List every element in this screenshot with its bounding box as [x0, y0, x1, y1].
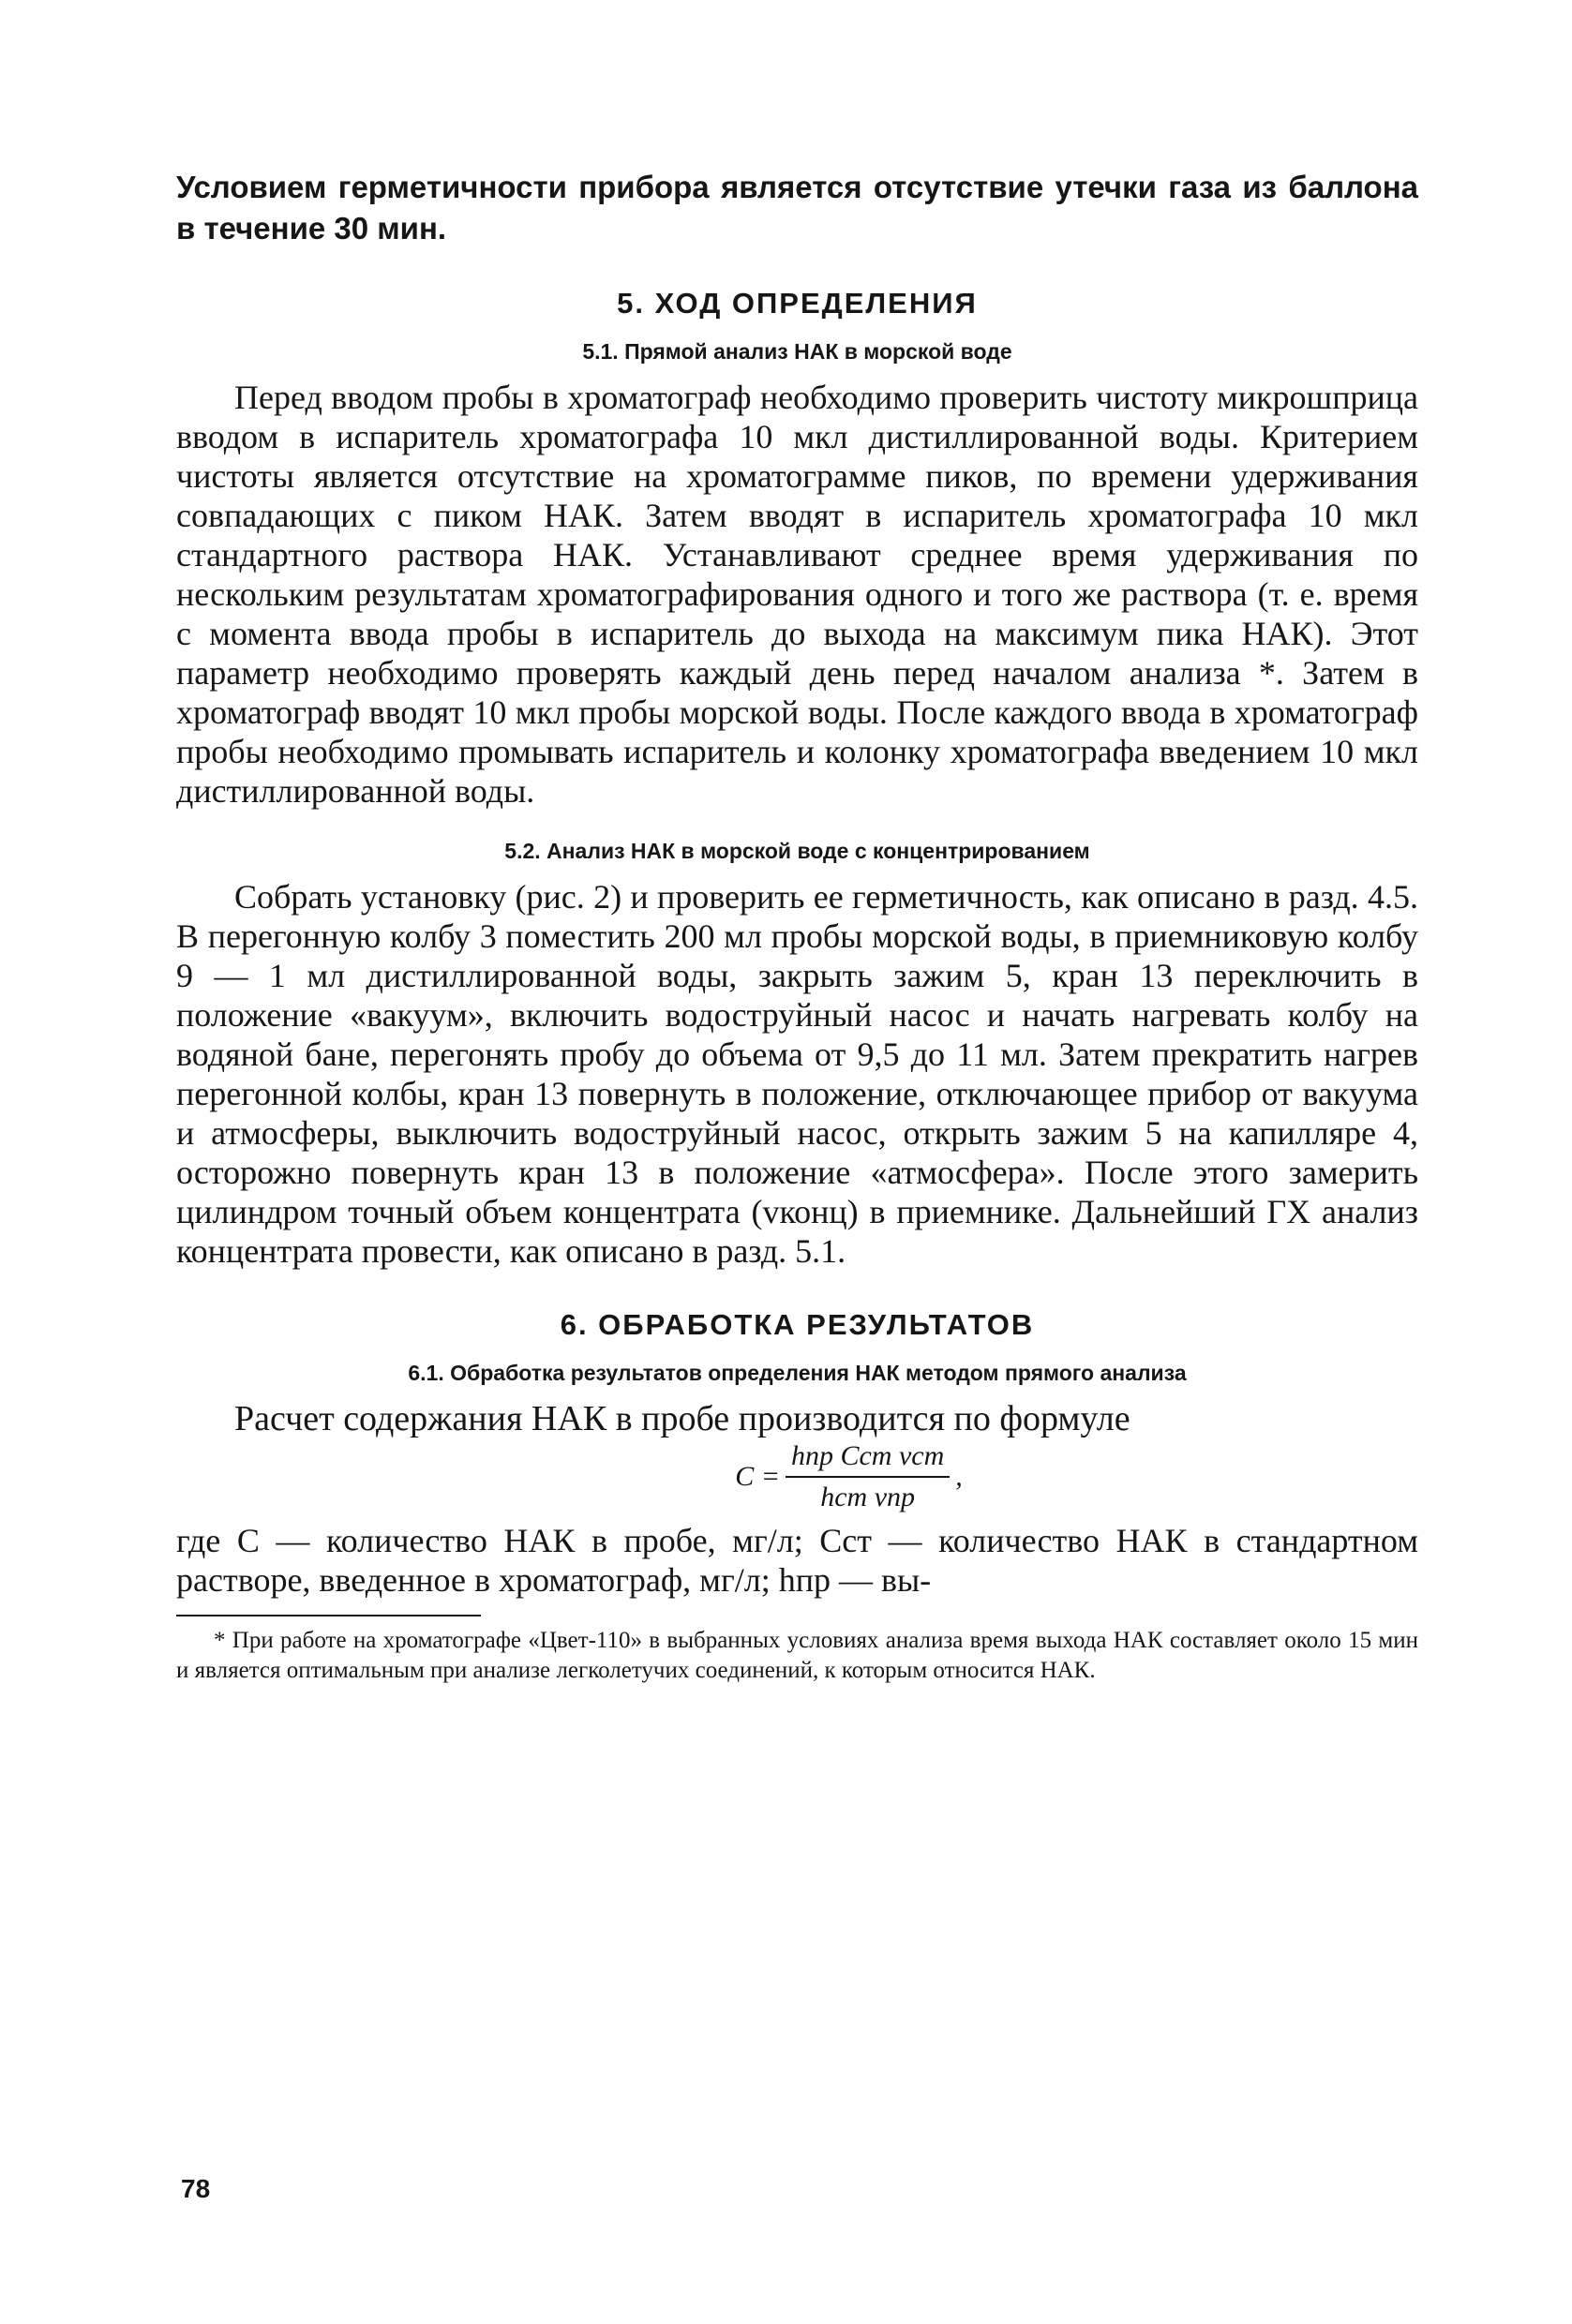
formula-denominator: hст vпр: [820, 1482, 916, 1512]
formula-fraction: [786, 1440, 950, 1513]
formula-trailing: ,: [955, 1461, 963, 1492]
footnote: * При работе на хроматографе «Цвет-110» в выбранных условиях анализа время выхода НАК составляет около 15 мин и является оптимальным при анализе легколетучих соединений, к которым относится НАК.: [176, 1628, 1418, 1683]
formula-explanation: где C — количество НАК в пробе, мг/л; Cст — количество НАК в стандартном растворе, введенное в хроматограф, мг/л; hпр — вы-: [176, 1522, 1418, 1599]
subsection-5-1-text: Перед вводом пробы в хроматограф необходимо проверить чистоту микрошприца вводом в испаритель хроматографа 10 мкл дистиллированной воды. Критерием чистоты является отсутствие на хроматограмме пиков, по времени удерживания совпадающих с пиком НАК. Затем вводят в испаритель хроматографа 10 мкл стандартного раствора НАК. Устанавливают среднее время удерживания по нескольким результатам хроматографирования одного и того же раствора (т. е. время с момента ввода пробы в испаритель до выхода на максимум пика НАК). Этот параметр необходимо проверять каждый день перед началом анализа *. Затем в хроматограф вводят 10 мкл пробы морской воды. После каждого ввода в хроматограф пробы необходимо промывать испаритель и колонку хроматографа введением 10 мкл дистиллированной воды.: [176, 379, 1418, 810]
subsection-5-2-text: Собрать установку (рис. 2) и проверить ее герметичность, как описано в разд. 4.5. В перегонную колбу 3 поместить 200 мл пробы морской воды, в приемниковую колбу 9 — 1 мл дистиллированной воды, закрыть зажим 5, кран 13 переключить в положение «вакуум», включить водоструйный насос и начать нагревать колбу на водяной бане, перегонять пробу до объема от 9,5 до 11 мл. Затем прекратить нагрев перегонной колбы, кран 13 повернуть в положение, отключающее прибор от вакуума и атмосферы, выключить водоструйный насос, открыть зажим 5 на капилляре 4, осторожно повернуть кран 13 в положение «атмосфера». После этого замерить цилиндром точный объем концентрата (vконц) в приемнике. Дальнейший ГХ анализ концентрата провести, как описано в разд. 5.1.: [176, 878, 1418, 1270]
subsection-5-1-title: 5.1. Прямой анализ НАК в морской воде: [582, 339, 1012, 364]
formula-intro: Расчет содержания НАК в пробе производится по формуле: [234, 1399, 1130, 1438]
text-column: [176, 167, 1418, 1686]
formula-lhs: C =: [735, 1461, 780, 1492]
section-6-title: 6. ОБРАБОТКА РЕЗУЛЬТАТОВ: [560, 1308, 1035, 1341]
intro-paragraph: Условием герметичности прибора является отсутствие утечки газа из баллона в течение 30 мин.: [176, 170, 1418, 246]
page-number: 78: [181, 2174, 211, 2203]
formula-numerator: hпр Cст vст: [786, 1440, 950, 1478]
section-5-title: 5. ХОД ОПРЕДЕЛЕНИЯ: [617, 287, 978, 320]
subsection-6-1-title: 6.1. Обработка результатов определения НАК методом прямого анализа: [408, 1361, 1187, 1385]
concentration-formula: [279, 1440, 1418, 1513]
subsection-5-2-title: 5.2. Анализ НАК в морской воде с концентрированием: [504, 839, 1090, 863]
